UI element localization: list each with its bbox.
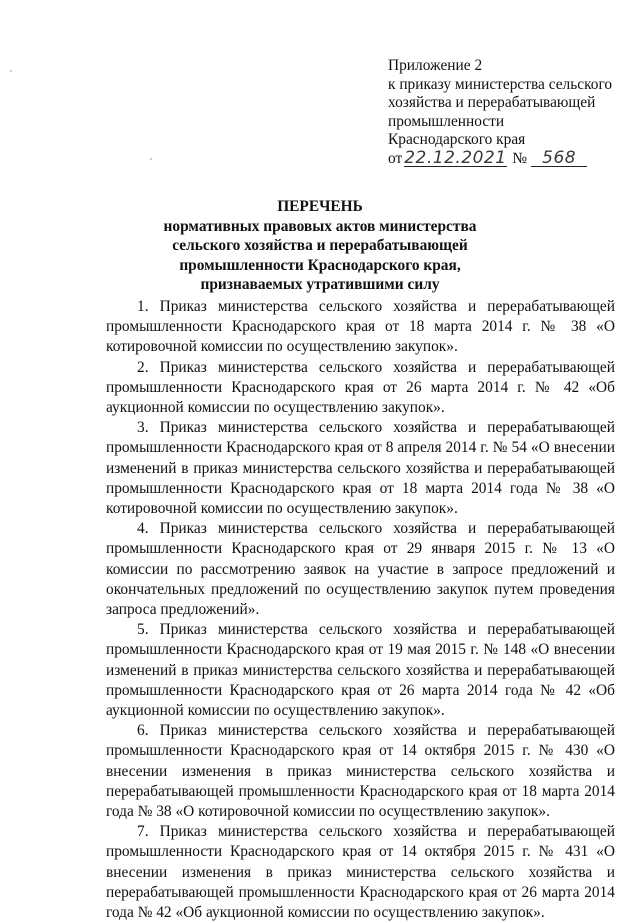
scan-speck — [10, 70, 12, 72]
list-item: 2. Приказ министерства сельского хозяйства и перерабатывающей промышленности Краснодарского края от 26 марта 2014 г. № 42 «Об аукционной комиссии по осуществлению закупок». — [106, 358, 615, 417]
list-item: 3. Приказ министерства сельского хозяйства и перерабатывающей промышленности Краснодарского края от 8 апреля 2014 г. № 54 «О внесении изменений в приказ министерства сельского хозяйства и перерабатывающей промышленности Краснодарского края от 18 марта 2014 года № 38 «О котировочной комиссии по осуществлению закупок». — [106, 419, 615, 518]
scan-speck — [150, 158, 152, 160]
list-item: 7. Приказ министерства сельского хозяйства и перерабатывающей промышленности Краснодарского края от 14 октября 2015 г. № 431 «О внесении изменения в приказ министерства сельского хозяйства и перерабатывающей промышленности Краснодарского края от 26 марта 2014 года № 42 «Об аукционной комиссии по осуществлению закупок». — [106, 823, 615, 922]
title-line-1: нормативных правовых актов министерства — [163, 217, 477, 235]
list-item: 5. Приказ министерства сельского хозяйства и перерабатывающей промышленности Краснодарского края от 19 мая 2015 г. № 148 «О внесении изменений в приказ министерства сельского хозяйства и перерабатывающей промышленности Краснодарского края от 26 марта 2014 года № 42 «Об аукционной комиссии по осуществлению закупок». — [106, 621, 615, 720]
acts-list — [106, 297, 615, 923]
title-line-4: признаваемых утратившими силу — [200, 276, 440, 294]
appendix-block — [388, 57, 628, 169]
list-item: 4. Приказ министерства сельского хозяйства и перерабатывающей промышленности Краснодарского края от 29 января 2015 г. № 13 «О комиссии по рассмотрению заявок на участие в запросе предложений и окончательных предложений по осуществлению закупок путем проведения запроса предложений». — [106, 520, 615, 619]
list-title-block — [120, 197, 520, 295]
list-item: 1. Приказ министерства сельского хозяйства и перерабатывающей промышленности Краснодарского края от 18 марта 2014 г. № 38 «О котировочной комиссии по осуществлению закупок». — [106, 298, 615, 356]
list-item: 6. Приказ министерства сельского хозяйства и перерабатывающей промышленности Краснодарского края от 14 октября 2015 г. № 430 «О внесении изменения в приказ министерства сельского хозяйства и перерабатывающей промышленности Краснодарского края от 18 марта 2014 года № 38 «О котировочной комиссии по осуществлению закупок». — [106, 722, 615, 821]
appendix-line-5: Краснодарского края — [388, 131, 526, 149]
order-number-handwritten: 568 — [531, 150, 587, 167]
appendix-line-2: к приказу министерства сельского — [388, 75, 613, 93]
appendix-line-4: промышленности — [388, 112, 505, 130]
title-line-2: сельского хозяйства и перерабатывающей — [172, 237, 468, 255]
order-date-handwritten: 22.12.2021 — [404, 147, 507, 168]
appendix-line-1: Приложение 2 — [388, 57, 483, 74]
appendix-line-3: хозяйства и перерабатывающей — [388, 94, 596, 112]
number-label: № — [512, 149, 528, 167]
date-prefix: от — [388, 149, 403, 167]
title-line-3: промышленности Краснодарского края, — [179, 256, 461, 274]
document-heading: ПЕРЕЧЕНЬ — [277, 198, 363, 215]
order-date-number-line — [388, 147, 628, 169]
